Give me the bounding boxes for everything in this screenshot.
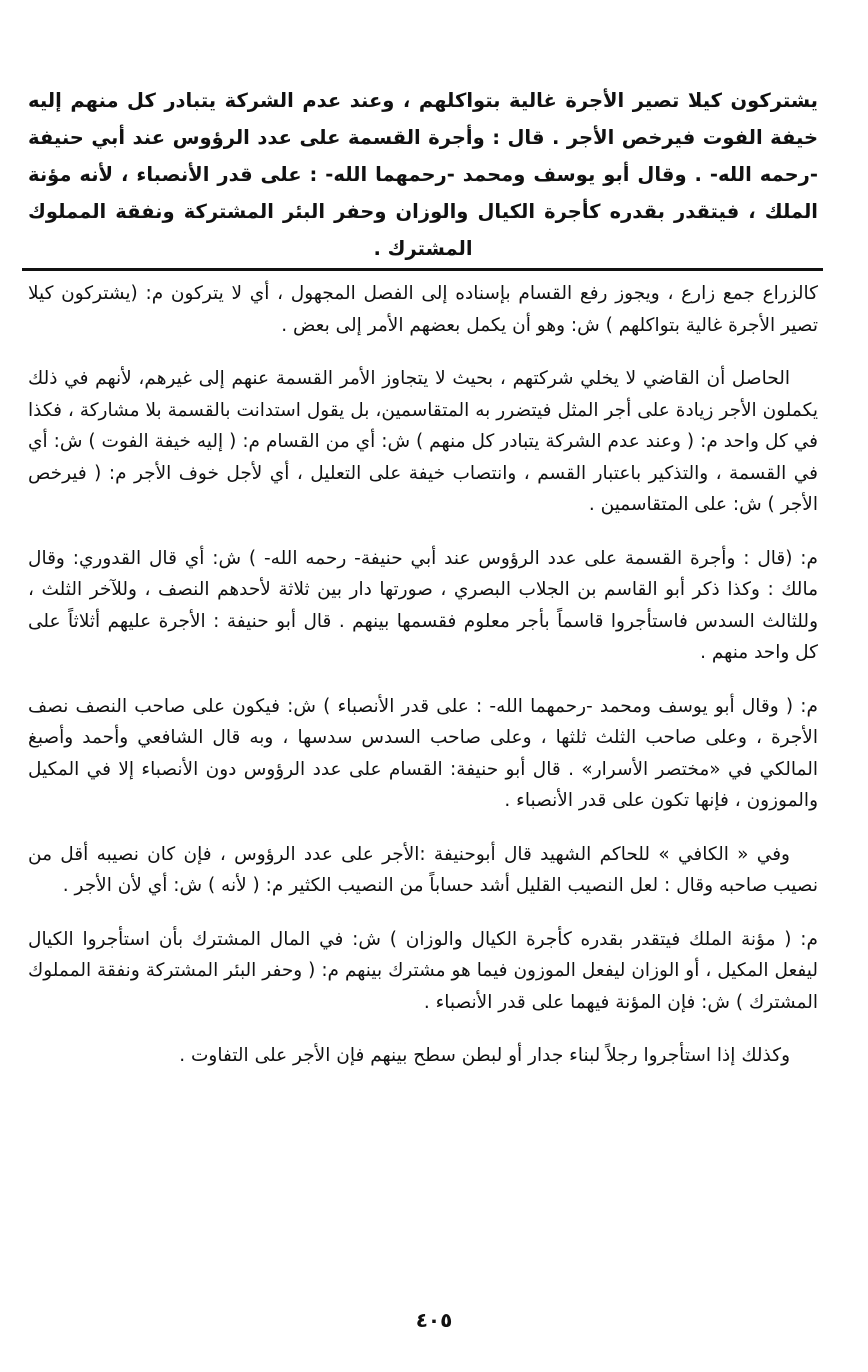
commentary-paragraph: وكذلك إذا استأجروا رجلاً لبناء جدار أو لبطن سطح بينهم فإن الأجر على التفاوت .	[179, 1045, 790, 1066]
commentary-paragraph: م: (قال : وأجرة القسمة على عدد الرؤوس عند أبي حنيفة- رحمه الله- ) ش: أي قال القدوري: وقال مالك : وكذا ذكر أبو القاسم بن الجلاب البصري ، صورتها دار بين ثلاثة لأحدهم النصف ، وللآخر الثلث ، وللثالث السدس فاستأجروا قاسماً بأجر معلوم فقسمها بينهم . قال أبو حنيفة : الأجرة عليهم أثلاثاً على كل واحد منهم .	[28, 547, 818, 663]
matn-text: يشتركون كيلا تصير الأجرة غالية بتواكلهم ، وعند عدم الشركة يتبادر كل منهم إليه خيفة الفوت فيرخص الأجر . قال : وأجرة القسمة على عدد الرؤوس عند أبي حنيفة -رحمه الله- . وقال أبو يوسف ومحمد -رحمهما الله- : على قدر الأنصباء ، لأنه مؤنة الملك ، فيتقدر بقدره كأجرة الكيال والوزان وحفر البئر المشتركة ونفقة المملوك المشترك .	[28, 88, 818, 260]
commentary-paragraph: م: ( وقال أبو يوسف ومحمد -رحمهما الله- : على قدر الأنصباء ) ش: فيكون على صاحب النصف نصف الأجرة ، وعلى صاحب الثلث ثلثها ، وعلى صاحب السدس سدسها ، وبه قال الشافعي وأحمد وأصبغ المالكي في «مختصر الأسرار» . قال أبو حنيفة: القسام على عدد الرؤوس دون الأنصباء إلا في المكيل والموزون ، فإنها تكون على قدر الأنصباء .	[28, 695, 818, 811]
commentary-paragraph: م: ( مؤنة الملك فيتقدر بقدره كأجرة الكيال والوزان ) ش: في المال المشترك بأن استأجروا الكيال ليفعل المكيل ، أو الوزان ليفعل الموزون فيما هو مشترك بينهم م: ( وحفر البئر المشتركة ونفقة المملوك المشترك ) ش: فإن المؤنة فيهما على قدر الأنصباء .	[28, 928, 818, 1013]
commentary	[28, 278, 818, 1072]
page-number: ٤٠٥	[415, 1308, 453, 1332]
commentary-paragraph: كالزراع جمع زارع ، ويجوز رفع القسام بإسناده إلى الفصل المجهول ، أي لا يتركون م: (يشتركون كيلا تصير الأجرة غالية بتواكلهم ) ش: وهو أن يكمل بعضهم الأمر إلى بعض .	[28, 283, 818, 336]
commentary-paragraph: وفي « الكافي » للحاكم الشهيد قال أبوحنيفة :الأجر على عدد الرؤوس ، فإن كان نصيبه أقل من نصيب صاحبه وقال : لعل النصيب القليل أشد حساباً من النصيب الكثير م: ( لأنه ) ش: أي لأن الأجر .	[28, 843, 818, 896]
commentary-paragraph: الحاصل أن القاضي لا يخلي شركتهم ، بحيث لا يتجاوز الأمر القسمة عنهم إلى غيرهم، لأنهم في ذلك يكملون الأجر زيادة على أجر المثل فيتضرر به المتقاسمين، بل يقول استدانت بالقسمة بلا مشاركة ، فكذا في كل واحد م: ( وعند عدم الشركة يتبادر كل منهم ) ش: أي من القسام م: ( إليه خيفة الفوت ) ش: أي في القسمة ، والتذكير باعتبار القسم ، وانتصاب خيفة على التعليل ، أي لأجل خوف الأجر م: ( فيرخص الأجر ) ش: على المتقاسمين .	[28, 368, 818, 515]
separator-rule	[22, 268, 823, 271]
